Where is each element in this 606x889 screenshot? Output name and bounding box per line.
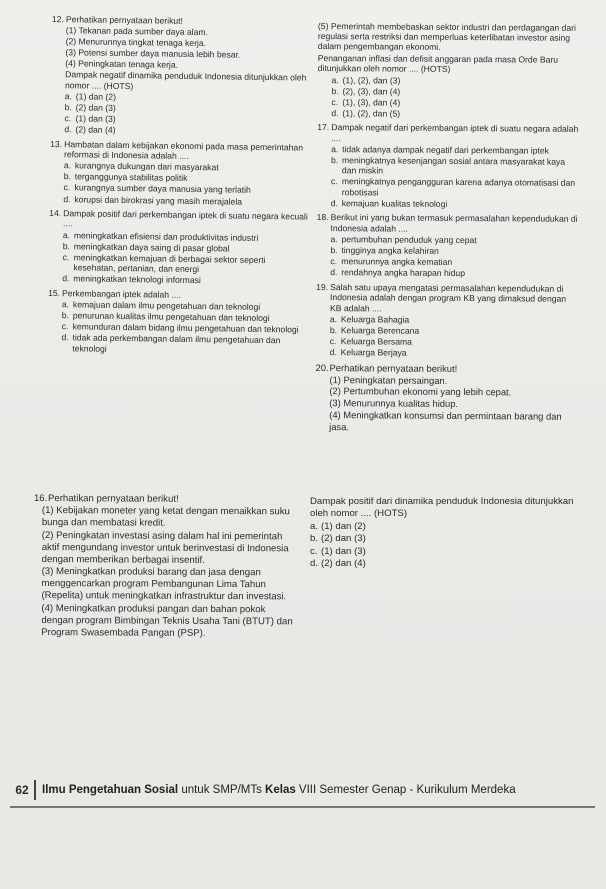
question-17: 17. Dampak negatif dari perkembangan iptek di suatu negara adalah .... a. tidak adanya dampak negatif dari perkembangan iptek b. meningkatnya kesenjangan sosial antara masyarakat kaya dan miskin c. meningkatnya pengangguran karena adanya otomatisasi dan robotisasi d. kemajuan kualitas teknologi <box>317 122 579 209</box>
question-12: 12. Perhatikan pernyataan berikut! (1) Tekanan pada sumber daya alam. (2) Menurunnya tingkat tenaga kerja. (3) Potensi sumber daya manusia lebih besar. (4) Peningkatan tenaga kerja. Dampak negatif dinamika penduduk Indonesia ditunjukkan oleh nomor .... (HOTS) a. (1) dan (2) b. (2) dan (3) c. (1) dan (3) d. (2) dan (4) <box>50 14 312 138</box>
question-18: 18. Berikut ini yang bukan termasuk permasalahan kependudukan di Indonesia adalah .... a. pertumbuhan penduduk yang cepat b. tingginya angka kelahiran c. menurunnya angka kematian d. rendahnya angka harapan hidup <box>316 212 578 279</box>
option-b[interactable]: b. (2) dan (3) <box>64 102 116 113</box>
option-a[interactable]: a. kemajuan dalam ilmu pengetahuan dan teknologi <box>61 298 261 312</box>
option-d[interactable]: d. (2) dan (4) <box>64 124 116 136</box>
option-b[interactable]: b. (2) dan (3) <box>310 533 366 545</box>
option-c[interactable]: c. Keluarga Bersama <box>329 336 412 347</box>
option-c[interactable]: c. menurunnya angka kematian <box>330 256 453 268</box>
option-c[interactable]: c. (1), (3), dan (4) <box>331 96 401 108</box>
option-b[interactable]: b. Keluarga Berencana <box>329 324 420 336</box>
question-16: 16. Perhatikan pernyataan berikut! (1) Kebijakan moneter yang ketat dengan menaikkan suku bunga dan membatasi kredit. (2) Peningkatan investasi asing dalam hal ini pemerintah aktif mengundang investor untuk berinvestasi di Indonesia dengan memberikan berbagai insentif. (3) Meningkatkan produksi barang dan jasa dengan menggencarkan program Pembangunan Lima Tahun (Repelita) untuk meningkatkan infrastruktur dan investasi. (4) Meningkatkan produksi pangan dan bahan pokok dengan program Bimbingan Teknis Usaha Tani (BTUT) dan Program Swasembada Pangan (PSP). <box>33 493 293 639</box>
option-c[interactable]: c. meningkatnya pengangguran karena adanya otomatisasi dan robotisasi <box>330 176 576 198</box>
option-b[interactable]: b. meningkatkan daya saing di pasar global <box>62 240 230 254</box>
option-a[interactable]: a. meningkatkan efisiensi dan produktivitas industri <box>62 229 259 243</box>
option-d[interactable]: d. Keluarga Berjaya <box>329 347 407 358</box>
option-d[interactable]: d. (1), (2), dan (5) <box>331 107 401 119</box>
question-13: 13. Hambatan dalam kebijakan ekonomi pada masa pemerintahan reformasi di Indonesia adalah .... a. kurangnya dukungan dari masyarakat b. terganggunya stabilitas politik c. kurangnya sumber daya manusia yang terlatih d. korupsi dan birokrasi yang masih merajalela <box>49 139 310 208</box>
option-b[interactable]: b. tingginya angka kelahiran <box>330 245 439 256</box>
option-c[interactable]: c. meningkatkan kemajuan di berbagai sektor seperti kesehatan, pertanian, dan energi <box>62 251 266 275</box>
left-column <box>47 14 312 361</box>
option-d[interactable]: d. meningkatkan teknologi informasi <box>62 273 201 286</box>
question-14: 14. Dampak positif dari perkembangan iptek di suatu negara kecuali .... a. meningkatkan efisiensi dan produktivitas industri b. meningkatkan daya saing di pasar global c. meningkatkan kemajuan di berbagai sektor seperti kesehatan, pertanian, dan energi d. meningkatkan teknologi informasi <box>49 207 308 286</box>
option-c[interactable]: c. (1) dan (3) <box>64 113 116 125</box>
footer-rule <box>10 806 595 808</box>
option-a[interactable]: a. pertumbuhan penduduk yang cepat <box>330 234 477 246</box>
option-d[interactable]: d. rendahnya angka harapan hidup <box>330 267 466 279</box>
option-a[interactable]: a. (1) dan (2) <box>64 91 117 102</box>
question-20-continued: Dampak positif dari dinamika penduduk Indonesia ditunjukkan oleh nomor .... (HOTS) a. (1) dan (2) b. (2) dan (3) c. (1) dan (3) d. (2) dan (4) <box>300 495 580 571</box>
option-b[interactable]: b. meningkatnya kesenjangan sosial antara masyarakat kaya dan miskin <box>330 154 566 176</box>
page-footer <box>0 778 606 814</box>
option-c[interactable]: c. (1) dan (3) <box>310 545 366 557</box>
question-20: 20. Perhatikan pernyataan berikut! (1) Peningkatan persaingan. (2) Pertumbuhan ekonomi yang lebih cepat. (3) Menurunnya kualitas hidup. (4) Meningkatkan konsumsi dan permintaan barang dan jasa. <box>315 361 562 433</box>
question-12-continued: (5) Pemerintah membebaskan sektor industri dan perdagangan dari regulasi serta restriksi dan memperluas keterlibatan investor asing dalam pengembangan ekonomi. Penanganan inflasi dan defisit anggaran pada masa Orde Baru ditunjukkan oleh nomor .... (HOTS) a. (1), (2), dan (3) b. (2), (3), dan (4) c. (1), (3), dan (4) d. (1), (2), dan (5) <box>317 20 580 120</box>
right-column <box>315 20 580 438</box>
option-b[interactable]: b. penurunan kualitas ilmu pengetahuan dan teknologi <box>61 310 270 323</box>
option-d[interactable]: d. korupsi dan birokrasi yang masih merajalela <box>63 193 243 207</box>
option-d[interactable]: d. tidak ada perkembangan dalam ilmu pengetahuan dan teknologi <box>61 332 281 354</box>
option-d[interactable]: d. kemajuan kualitas teknologi <box>330 198 448 209</box>
option-b[interactable]: b. terganggunya stabilitas politik <box>63 171 188 184</box>
option-a[interactable]: a. kurangnya dukungan dari masyarakat <box>63 160 219 173</box>
option-a[interactable]: a. tidak adanya dampak negatif dari perkembangan iptek <box>331 143 550 156</box>
option-b[interactable]: b. (2), (3), dan (4) <box>331 85 401 97</box>
option-d[interactable]: d. (2) dan (4) <box>310 558 366 570</box>
question-15: 15. Perkembangan iptek adalah .... a. kemajuan dalam ilmu pengetahuan dan teknologi b. penurunan kualitas ilmu pengetahuan dan teknologi c. kemunduran dalam bidang ilmu pengetahuan dan teknologi d. tidak ada perkembangan dalam ilmu pengetahuan dan teknologi <box>47 288 308 357</box>
page-number: 62 <box>10 780 36 800</box>
option-a[interactable]: a. (1), (2), dan (3) <box>331 74 401 86</box>
statement-list: (1) Tekanan pada sumber daya alam. (2) Menurunnya tingkat tenaga kerja. (3) Potensi sumber daya manusia lebih besar. (4) Peningkatan tenaga kerja. <box>65 25 241 70</box>
answer-options <box>64 91 311 138</box>
option-a[interactable]: a. (1) dan (2) <box>310 520 366 532</box>
option-c[interactable]: c. kurangnya sumber daya manusia yang terlatih <box>63 182 251 196</box>
question-19: 19. Salah satu upaya mengatasi permasalahan kependudukan di Indonesia adalah dengan program KB yang dimaksud dengan KB adalah .... a. Keluarga Bahagia b. Keluarga Berencana c. Keluarga Bersama d. Keluarga Berjaya <box>316 282 579 360</box>
option-a[interactable]: a. Keluarga Bahagia <box>329 313 410 325</box>
option-c[interactable]: c. kemunduran dalam bidang ilmu pengetahuan dan teknologi <box>61 321 299 335</box>
book-title: Ilmu Pengetahuan Sosial untuk SMP/MTs Kelas VIII Semester Genap - Kurikulum Merdeka <box>42 784 516 796</box>
